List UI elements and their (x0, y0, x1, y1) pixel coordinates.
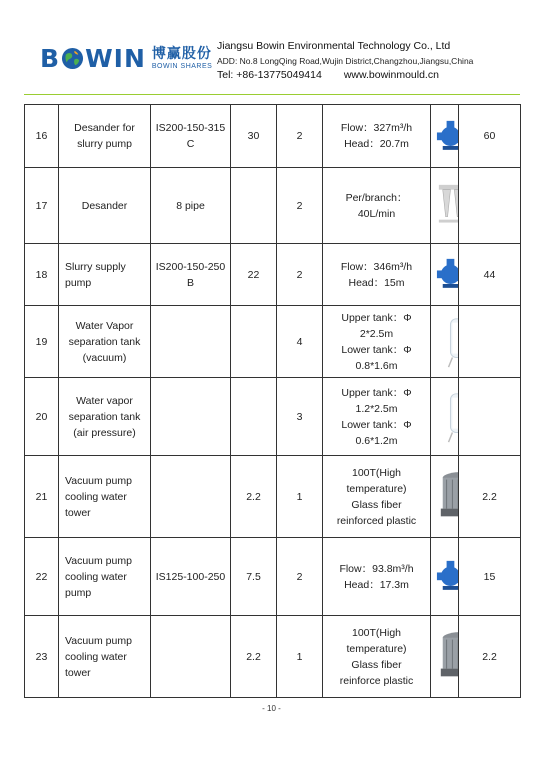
model-cell (151, 168, 231, 244)
equipment-image-cell (431, 105, 459, 168)
total-power-text: 2.2 (482, 650, 497, 663)
total-power-text: 44 (483, 268, 496, 281)
model-cell (151, 616, 231, 698)
power-cell (231, 168, 277, 244)
total-power-text: 2.2 (482, 490, 497, 503)
specification-cell (323, 538, 431, 616)
quantity-text: 1 (296, 490, 303, 503)
model-cell (151, 244, 231, 306)
quantity-cell (277, 244, 323, 306)
equipment-name-cell (59, 456, 151, 538)
phone-number: Tel: +86-13775049414 (217, 69, 322, 81)
power-text: 7.5 (246, 570, 261, 583)
specification-text: Flow：346m³/h Head：15m (340, 260, 413, 289)
table-row (25, 306, 521, 378)
model-cell (151, 105, 231, 168)
quantity-text: 4 (296, 335, 303, 348)
model-text: 8 pipe (176, 199, 205, 212)
table-row (25, 616, 521, 698)
logo-letter-b: B (40, 44, 61, 73)
equipment-name-text: Slurry supply pump (65, 260, 126, 289)
quantity-text: 1 (296, 650, 303, 663)
page-header (0, 0, 543, 96)
power-text: 2.2 (246, 650, 261, 663)
row-number-text: 22 (35, 570, 48, 583)
total-power-cell (459, 244, 521, 306)
row-number-cell (25, 456, 59, 538)
specification-text: Flow：327m³/h Head：20.7m (340, 122, 413, 150)
pump-icon (435, 557, 454, 596)
tank-icon (435, 388, 454, 446)
equipment-image-cell (431, 456, 459, 538)
quantity-cell (277, 306, 323, 378)
total-power-cell (459, 168, 521, 244)
power-cell (231, 105, 277, 168)
logo-chinese-name: 博赢股份 (151, 46, 212, 62)
specification-text: 100T(High temperature) Glass fiber reinforced plastic (336, 466, 417, 527)
quantity-cell (277, 168, 323, 244)
equipment-name-text: Water vapor separation tank (air pressure) (68, 394, 141, 439)
row-number-text: 19 (35, 335, 48, 348)
row-number-cell (25, 616, 59, 698)
equipment-image-cell (431, 538, 459, 616)
specification-cell (323, 306, 431, 378)
model-text: IS200-150-250 B (155, 260, 226, 289)
logo-letters-win: WIN (85, 44, 146, 73)
tank-icon (435, 313, 454, 371)
row-number-text: 23 (35, 650, 48, 663)
table-row (25, 456, 521, 538)
equipment-name-cell (59, 616, 151, 698)
company-logo (40, 44, 212, 73)
table-row (25, 538, 521, 616)
model-text: IS200-150-315 C (155, 122, 226, 150)
quantity-text: 2 (296, 570, 303, 583)
power-cell (231, 378, 277, 456)
cooling-tower-icon (435, 468, 454, 526)
power-text: 2.2 (246, 490, 261, 503)
row-number-text: 16 (35, 130, 48, 142)
equipment-name-text: Desander for slurry pump (74, 122, 135, 150)
logo-wordmark (40, 44, 146, 73)
power-text: 22 (247, 268, 260, 281)
quantity-cell (277, 456, 323, 538)
equipment-image-cell (431, 168, 459, 244)
row-number-text: 21 (35, 490, 48, 503)
equipment-image-cell (431, 244, 459, 306)
table-row (25, 378, 521, 456)
equipment-image-cell (431, 306, 459, 378)
power-cell (231, 538, 277, 616)
specification-cell (323, 378, 431, 456)
cooling-tower-icon (435, 628, 454, 686)
equipment-name-cell (59, 538, 151, 616)
total-power-text: 60 (483, 130, 496, 142)
specification-text: Upper tank：Φ 2*2.5m Lower tank：Φ 0.8*1.6m (341, 311, 412, 372)
specification-text: Upper tank：Φ 1.2*2.5m Lower tank：Φ 0.6*1.2m (341, 386, 412, 447)
specification-cell (323, 456, 431, 538)
quantity-cell (277, 105, 323, 168)
logo-english-name: BOWIN SHARES (151, 63, 213, 70)
quantity-cell (277, 616, 323, 698)
desander-icon (435, 181, 454, 229)
row-number-cell (25, 168, 59, 244)
equipment-image-cell (431, 378, 459, 456)
total-power-cell (459, 105, 521, 168)
model-cell (151, 378, 231, 456)
total-power-cell (459, 456, 521, 538)
model-cell (151, 456, 231, 538)
equipment-name-cell (59, 168, 151, 244)
quantity-text: 2 (296, 130, 303, 142)
row-number-cell (25, 105, 59, 168)
power-cell (231, 306, 277, 378)
row-number-cell (25, 378, 59, 456)
table-row (25, 105, 521, 168)
power-cell (231, 244, 277, 306)
equipment-name-text: Water Vapor separation tank (vacuum) (68, 319, 141, 364)
row-number-cell (25, 306, 59, 378)
equipment-name-cell (59, 105, 151, 168)
table-row (25, 244, 521, 306)
equipment-name-text: Vacuum pump cooling water tower (65, 634, 132, 679)
quantity-text: 2 (296, 268, 303, 281)
specification-cell (323, 244, 431, 306)
total-power-cell (459, 616, 521, 698)
quantity-text: 3 (296, 410, 303, 423)
total-power-text: 15 (483, 570, 496, 583)
equipment-name-text: Desander (81, 199, 128, 212)
row-number-text: 18 (35, 268, 48, 281)
equipment-name-cell (59, 306, 151, 378)
specification-cell (323, 616, 431, 698)
pump-icon (435, 117, 454, 156)
specification-text: 100T(High temperature) Glass fiber reinforce plastic (339, 626, 414, 687)
company-address: ADD: No.8 LongQing Road,Wujin District,Changzhou,Jiangsu,China (217, 56, 474, 66)
power-cell (231, 616, 277, 698)
contact-line (217, 69, 439, 81)
equipment-name-cell (59, 244, 151, 306)
equipment-name-text: Vacuum pump cooling water tower (65, 474, 132, 519)
globe-icon (61, 47, 84, 70)
equipment-image-cell (431, 616, 459, 698)
specification-text: Per/branch： 40L/min (345, 191, 408, 220)
model-cell (151, 538, 231, 616)
model-text: IS125-100-250 (155, 570, 226, 583)
power-cell (231, 456, 277, 538)
model-cell (151, 306, 231, 378)
header-divider (24, 94, 520, 95)
company-name: Jiangsu Bowin Environmental Technology Co., Ltd (217, 40, 451, 52)
total-power-cell (459, 378, 521, 456)
quantity-cell (277, 538, 323, 616)
equipment-table (24, 104, 521, 698)
total-power-cell (459, 306, 521, 378)
row-number-text: 17 (35, 199, 48, 212)
quantity-text: 2 (296, 199, 303, 212)
quantity-cell (277, 378, 323, 456)
specification-text: Flow：93.8m³/h Head：17.3m (339, 562, 414, 591)
power-text: 30 (247, 130, 260, 142)
row-number-cell (25, 244, 59, 306)
page-number: - 10 - (262, 704, 281, 713)
equipment-name-text: Vacuum pump cooling water pump (65, 554, 132, 599)
row-number-text: 20 (35, 410, 48, 423)
website-link[interactable]: www.bowinmould.cn (343, 69, 439, 81)
specification-cell (323, 105, 431, 168)
pump-icon (435, 255, 454, 294)
row-number-cell (25, 538, 59, 616)
equipment-name-cell (59, 378, 151, 456)
table-row (25, 168, 521, 244)
total-power-cell (459, 538, 521, 616)
specification-cell (323, 168, 431, 244)
